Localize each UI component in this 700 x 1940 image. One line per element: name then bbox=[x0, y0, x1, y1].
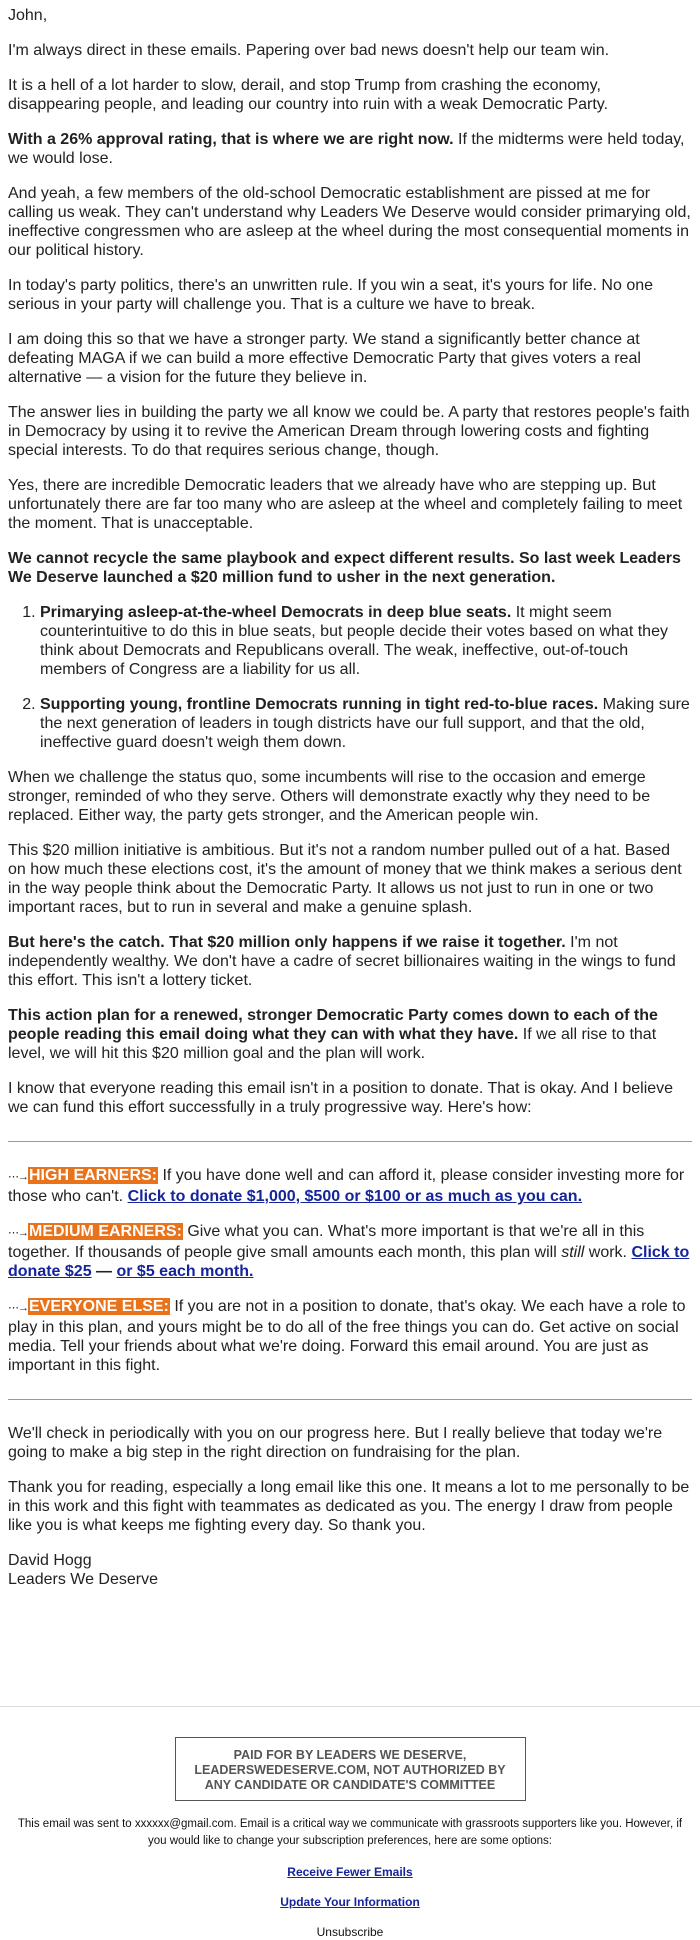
paragraph: This $20 million initiative is ambitious. But it's not a random number pulled out of a hat. Based on how much these elections cost, it's the amount of money that we think makes a serious dent in the way people think about the Democratic Party. It allows us not just to run in one or two important races, but to run in several and make a genuine splash. bbox=[8, 842, 682, 916]
paragraph: The answer lies in building the party we all know we could be. A party that restores people's faith in Democracy by using it to revive the American Dream through lowering costs and fighting special interests. To do that requires serious change, though. bbox=[8, 404, 690, 459]
bold-text: With a 26% approval rating, that is where we are right now. bbox=[8, 131, 454, 148]
footer-links bbox=[0, 1864, 700, 1910]
italic-text: still bbox=[561, 1244, 585, 1261]
tier-text: If you are not in a position to donate, that's okay. We each have a role to play in this plan, and yours might be to do all of the free things you can do. Get active on social media. Tell your friends about what we're doing. Forward this email around. You are just as important in this fight. bbox=[8, 1298, 686, 1374]
arrow-icon: ⋯→ bbox=[8, 1171, 28, 1183]
donate-monthly-link[interactable]: or $5 each month. bbox=[116, 1263, 254, 1280]
tier-text: work. bbox=[584, 1244, 632, 1261]
list-item-text: It might seem counterintuitive to do this in blue seats, but people decide their votes based on what they think about Democrats and Republicans overall. The weak, ineffective, out-of-touch members of Congress are a liability for us all. bbox=[40, 604, 668, 678]
signature bbox=[8, 1551, 692, 1589]
paragraph: In today's party politics, there's an unwritten rule. If you win a seat, it's yours for life. No one serious in your party will challenge you. That is a culture we have to break. bbox=[8, 277, 654, 313]
recipient-email: xxxxxx@gmail.com bbox=[134, 1818, 234, 1830]
divider bbox=[8, 1399, 692, 1400]
update-information-link[interactable]: Update Your Information bbox=[280, 1895, 420, 1909]
tier-label: MEDIUM EARNERS: bbox=[29, 1223, 182, 1240]
arrow-icon: ⋯→ bbox=[8, 1302, 28, 1314]
signature-name: David Hogg bbox=[8, 1552, 92, 1569]
tier-medium-earners bbox=[8, 1222, 692, 1281]
tier-high-earners bbox=[8, 1166, 692, 1206]
sent-note-text: . Email is a critical way we communicate with grassroots supporters like you. However, if you would like to change your subscription preferences, here are some options: bbox=[147, 1818, 683, 1847]
paragraph bbox=[8, 130, 692, 168]
plan-list bbox=[8, 603, 692, 752]
paragraph: It is a hell of a lot harder to slow, derail, and stop Trump from crashing the economy, disappearing people, and leading our country into ruin with a weak Democratic Party. bbox=[8, 77, 609, 113]
bold-text: This action plan for a renewed, stronger Democratic Party comes down to each of the people reading this email doing what they can with what they have. bbox=[8, 1007, 658, 1043]
bold-text: But here's the catch. That $20 million only happens if we raise it together. bbox=[8, 934, 566, 951]
paragraph-text: I'm not independently wealthy. We don't have a cadre of secret billionaires waiting in the wings to fund this effort. This isn't a lottery ticket. bbox=[8, 934, 676, 989]
tier-everyone-else bbox=[8, 1297, 692, 1375]
paid-for-disclaimer: PAID FOR BY LEADERS WE DESERVE, LEADERSWEDESERVE.COM, NOT AUTHORIZED BY ANY CANDIDATE OR CANDIDATE'S COMMITTEE bbox=[175, 1737, 526, 1801]
bold-text: Supporting young, frontline Democrats running in tight red-to-blue races. bbox=[40, 696, 599, 713]
footer bbox=[0, 1706, 700, 1940]
sent-note bbox=[8, 1816, 692, 1850]
bold-text: Primarying asleep-at-the-wheel Democrats in deep blue seats. bbox=[40, 604, 512, 621]
sent-note-text: This email was sent to bbox=[17, 1818, 135, 1830]
paragraph: When we challenge the status quo, some incumbents will rise to the occasion and emerge stronger, reminded of who they serve. Others will demonstrate exactly why they need to be replaced. Either way, the party gets stronger, and the American people win. bbox=[8, 769, 651, 824]
paragraph: I am doing this so that we have a stronger party. We stand a significantly better chance at defeating MAGA if we can build a more effective Democratic Party that gives voters a real alternative — a vision for the future they believe in. bbox=[8, 331, 641, 386]
receive-fewer-emails-link[interactable]: Receive Fewer Emails bbox=[287, 1865, 413, 1879]
paragraph-text: If the midterms were held today, we would lose. bbox=[8, 131, 685, 167]
tier-label: HIGH EARNERS: bbox=[29, 1167, 158, 1184]
paragraph: I'm always direct in these emails. Papering over bad news doesn't help our team win. bbox=[8, 42, 610, 59]
donate-25-link[interactable]: Click to donate $25 bbox=[8, 1244, 690, 1280]
list-item-text: Making sure the next generation of leaders in tough districts have our full support, and that the old, ineffective guard doesn't weigh them down. bbox=[40, 696, 690, 751]
paragraph: Thank you for reading, especially a long email like this one. It means a lot to me personally to be in this work and this fight with teammates as dedicated as you. The energy I draw from people like you is what keeps me fighting every day. So thank you. bbox=[8, 1479, 690, 1534]
dash-text: — bbox=[91, 1263, 117, 1280]
paragraph: Yes, there are incredible Democratic leaders that we already have who are stepping up. But unfortunately there are far too many who are asleep at the wheel and completely failing to meet the moment. That is unacceptable. bbox=[8, 477, 683, 532]
paragraph bbox=[8, 1006, 692, 1063]
paragraph: And yeah, a few members of the old-school Democratic establishment are pissed at me for calling us weak. They can't understand why Leaders We Deserve would consider primarying old, ineffective congressmen who are asleep at the wheel during the most consequential moments in our political history. bbox=[8, 185, 691, 259]
tier-text: Give what you can. What's more important is that we're all in this together. If thousands of people give small amounts each month, this plan will bbox=[8, 1223, 645, 1261]
paragraph bbox=[8, 933, 692, 990]
unsubscribe-link[interactable]: Unsubscribe bbox=[316, 1925, 384, 1939]
paragraph-text: If we all rise to that level, we will hit this $20 million goal and the plan will work. bbox=[8, 1026, 657, 1062]
donate-high-link[interactable]: Click to donate $1,000, $500 or $100 or as much as you can. bbox=[127, 1188, 583, 1205]
paragraph bbox=[8, 549, 692, 587]
list-item bbox=[40, 603, 692, 679]
tier-label: EVERYONE ELSE: bbox=[29, 1298, 169, 1315]
tier-text: If you have done well and can afford it, please consider investing more for those who can't. bbox=[8, 1167, 685, 1205]
list-item bbox=[40, 695, 692, 752]
signature-org: Leaders We Deserve bbox=[8, 1571, 158, 1588]
divider bbox=[8, 1141, 692, 1142]
arrow-icon: ⋯→ bbox=[8, 1227, 28, 1239]
paragraph: We'll check in periodically with you on our progress here. But I really believe that today we're going to make a big step in the right direction on fundraising for the plan. bbox=[8, 1425, 663, 1461]
greeting: John, bbox=[8, 7, 48, 24]
bold-text: We cannot recycle the same playbook and expect different results. So last week Leaders We Deserve launched a $20 million fund to usher in the next generation. bbox=[8, 550, 681, 586]
paragraph: I know that everyone reading this email isn't in a position to donate. That is okay. And I believe we can fund this effort successfully in a truly progressive way. Here's how: bbox=[8, 1080, 674, 1116]
